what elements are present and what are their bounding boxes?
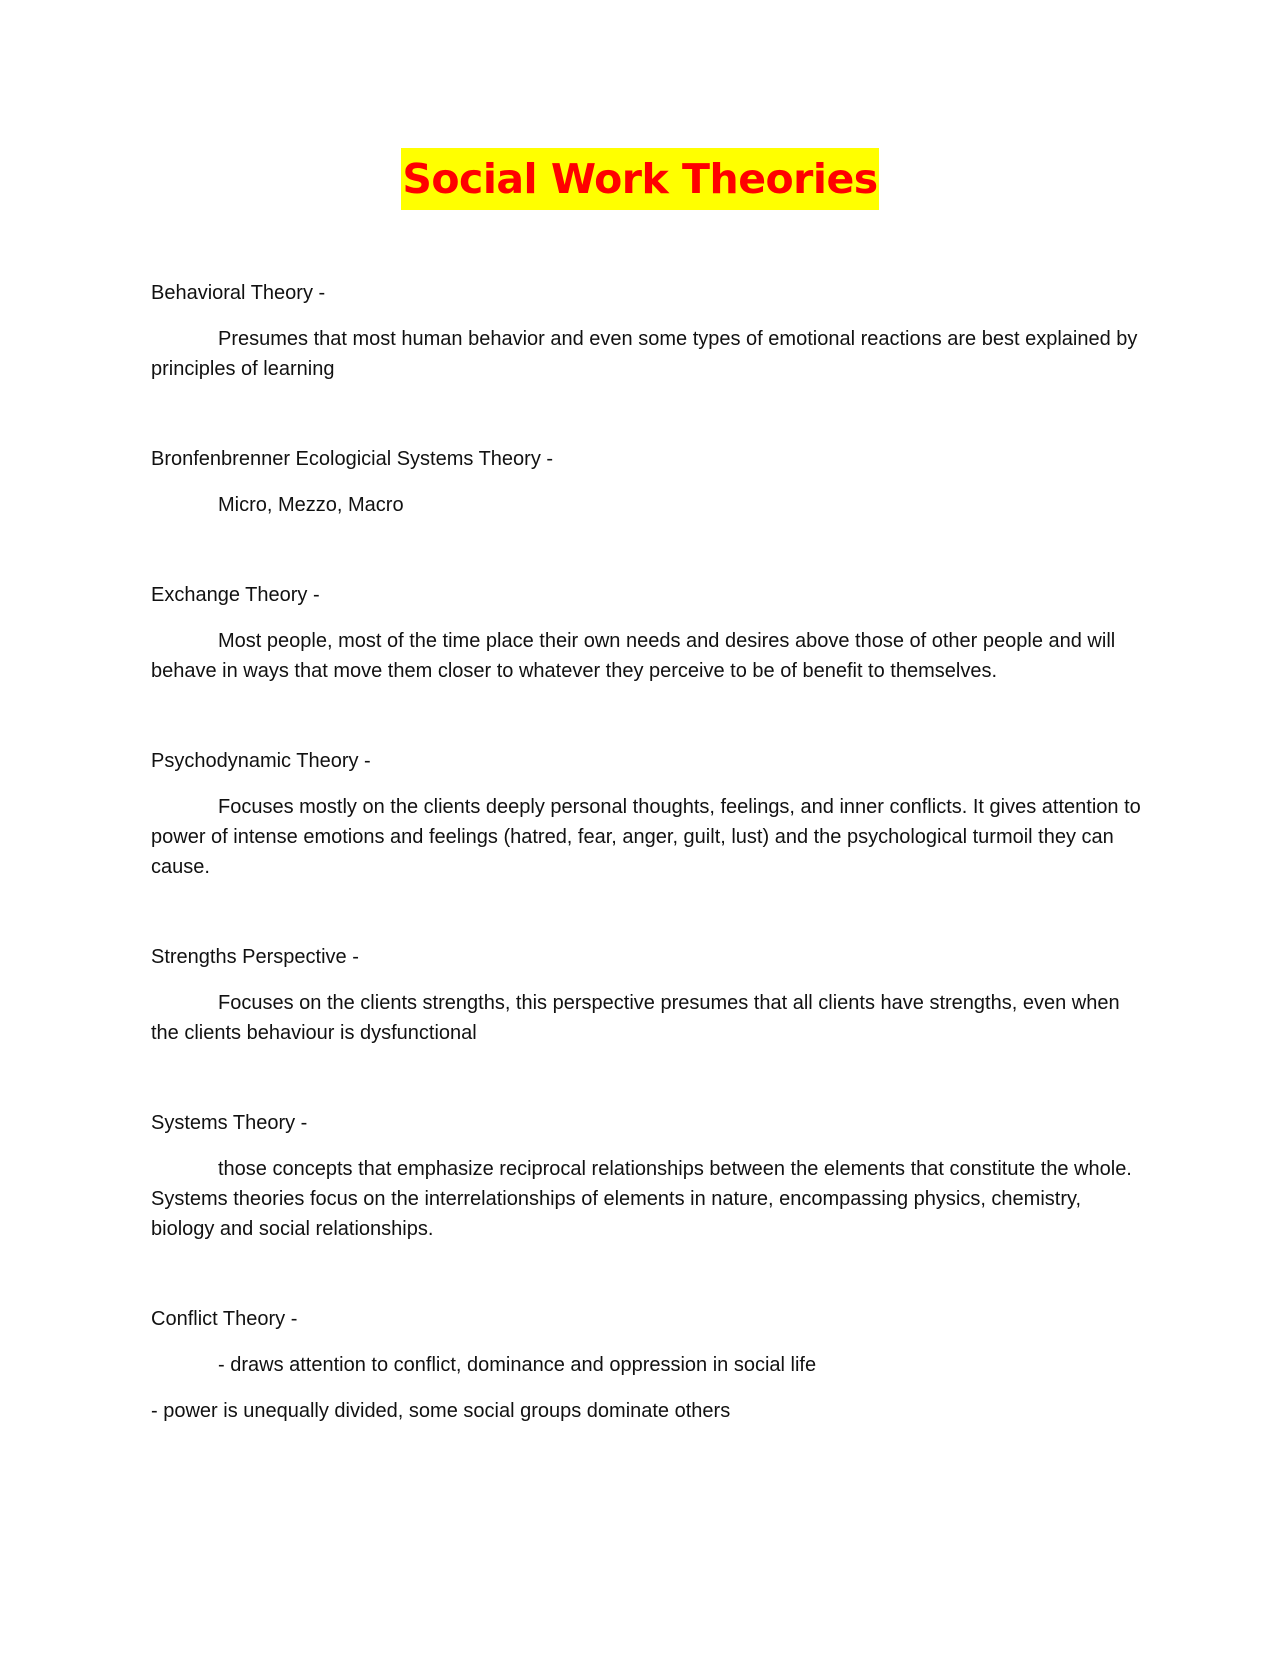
section-systems-theory [151,1108,1141,1244]
section-paragraph: Focuses on the clients strengths, this perspective presumes that all clients have strengths, even when the clients behaviour is dysfunctional [151,992,1120,1044]
section-paragraph: those concepts that emphasize reciprocal relationships between the elements that constitute the whole. Systems theories focus on the interrelationships of elements in nature, encompassing physics, chemistry, biology and social relationships. [151,1158,1132,1240]
section-behavioral-theory [151,278,1141,384]
section-paragraph: Micro, Mezzo, Macro [218,494,404,516]
document-body [151,278,1141,1486]
section-heading: Conflict Theory - [151,1308,298,1330]
section-ecological-systems-theory [151,444,1141,520]
section-paragraph: Most people, most of the time place their own needs and desires above those of other people and will behave in ways that move them closer to whatever they perceive to be of benefit to themselves. [151,630,1116,682]
section-heading: Bronfenbrenner Ecologicial Systems Theory - [151,448,554,470]
section-heading: Exchange Theory - [151,584,320,606]
section-heading: Psychodynamic Theory - [151,750,371,772]
document-title: Social Work Theories [401,148,878,210]
section-paragraph: - power is unequally divided, some social groups dominate others [151,1400,731,1422]
section-heading: Strengths Perspective - [151,946,359,968]
section-psychodynamic-theory [151,746,1141,882]
section-heading: Behavioral Theory - [151,282,326,304]
section-strengths-perspective [151,942,1141,1048]
title-container [0,148,1280,210]
section-paragraph: Focuses mostly on the clients deeply personal thoughts, feelings, and inner conflicts. It gives attention to power of intense emotions and feelings (hatred, fear, anger, guilt, lust) and the psychological turmoil they can cause. [151,796,1141,878]
section-exchange-theory [151,580,1141,686]
section-conflict-theory [151,1304,1141,1426]
section-heading: Systems Theory - [151,1112,308,1134]
section-paragraph: - draws attention to conflict, dominance and oppression in social life [218,1354,817,1376]
section-paragraph: Presumes that most human behavior and even some types of emotional reactions are best explained by principles of learning [151,328,1138,380]
